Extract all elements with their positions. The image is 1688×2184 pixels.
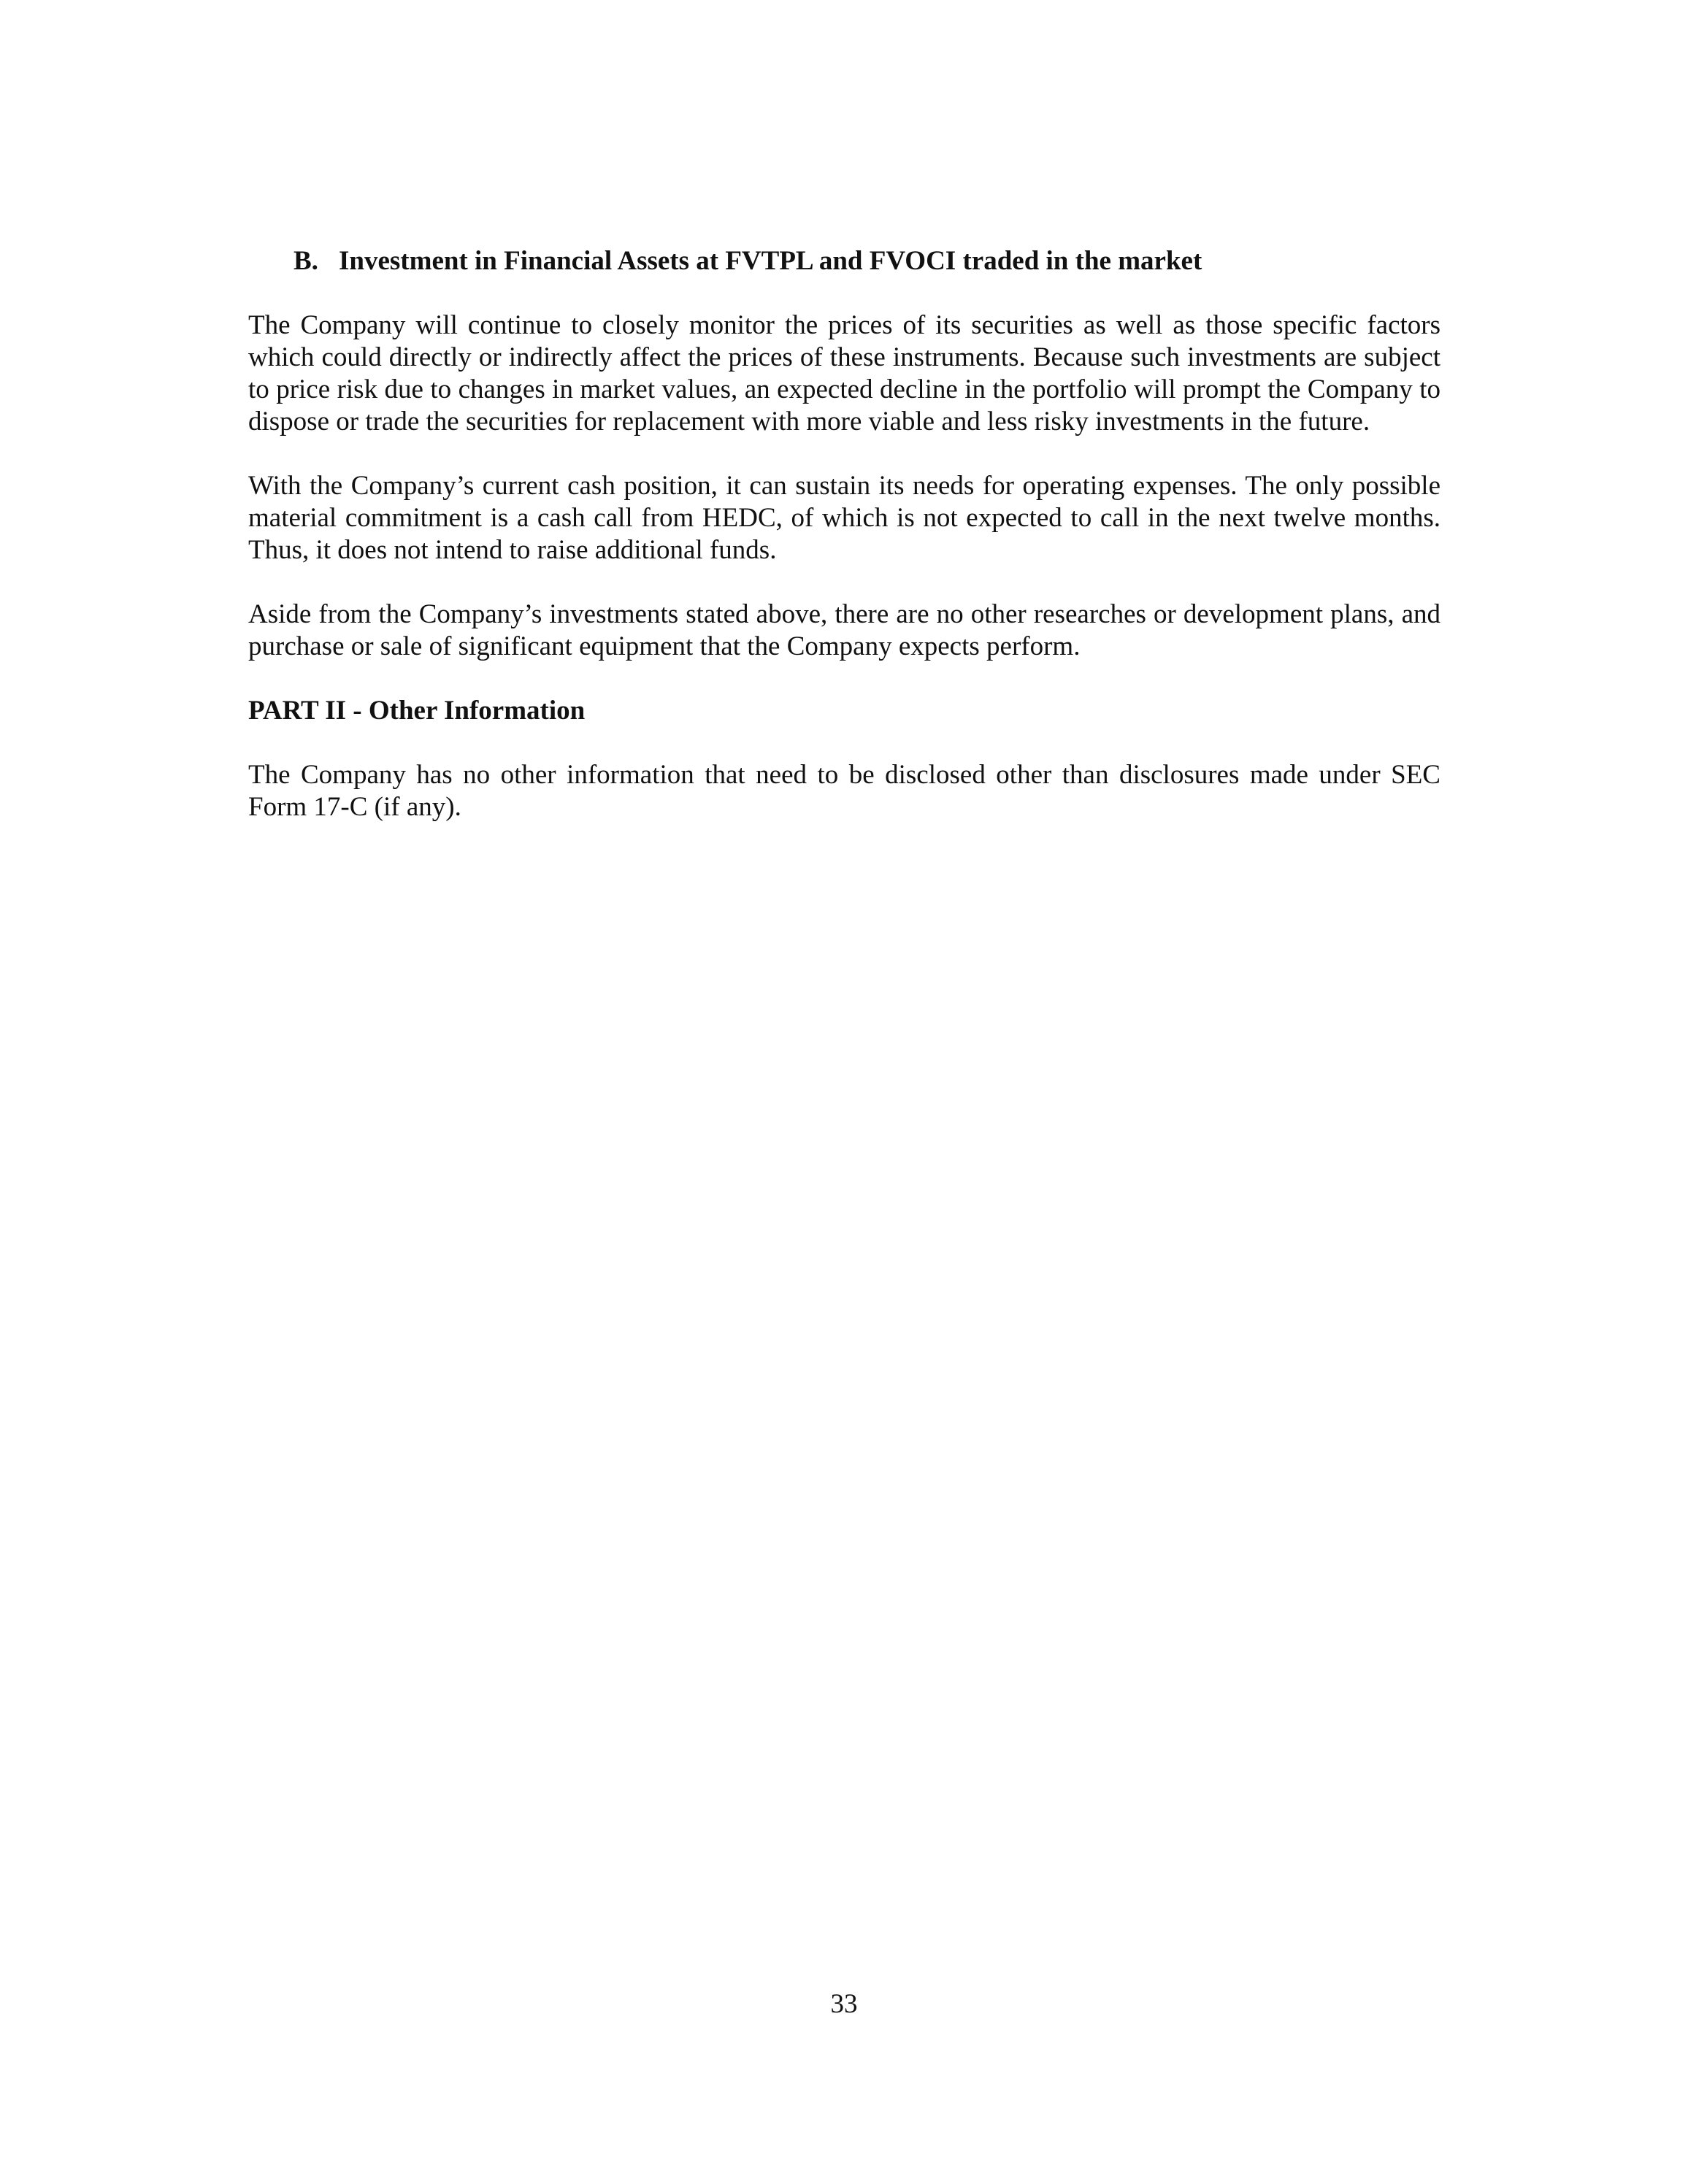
page-number: 33 [830, 1989, 858, 2019]
section-b-title: Investment in Financial Assets at FVTPL and FVOCI traded in the market [339, 246, 1202, 276]
page-content [248, 245, 1440, 855]
paragraph-cash-position: With the Company’s current cash position, it can sustain its needs for operating expenses. The only possible material commitment is a cash call from HEDC, of which is not expected to call in the next twelve months. Thus, it does not intend to raise additional funds. [248, 471, 1440, 565]
section-b-letter: B. [294, 246, 318, 276]
paragraph-price-monitoring: The Company will continue to closely monitor the prices of its securities as well as those specific factors which could directly or indirectly affect the prices of these instruments. Because such investments are subject to price risk due to changes in market values, an expected decline in the portfolio will prompt the Company to dispose or trade the securities for replacement with more viable and less risky investments in the future. [248, 310, 1440, 437]
paragraph-other-information: The Company has no other information that need to be disclosed other than disclosures made under SEC Form 17-C (if any). [248, 760, 1440, 822]
paragraph-other-plans: Aside from the Company’s investments stated above, there are no other researches or development plans, and purchase or sale of significant equipment that the Company expects perform. [248, 599, 1440, 661]
part-ii-heading: PART II - Other Information [248, 696, 586, 726]
section-b-heading [294, 245, 1440, 277]
